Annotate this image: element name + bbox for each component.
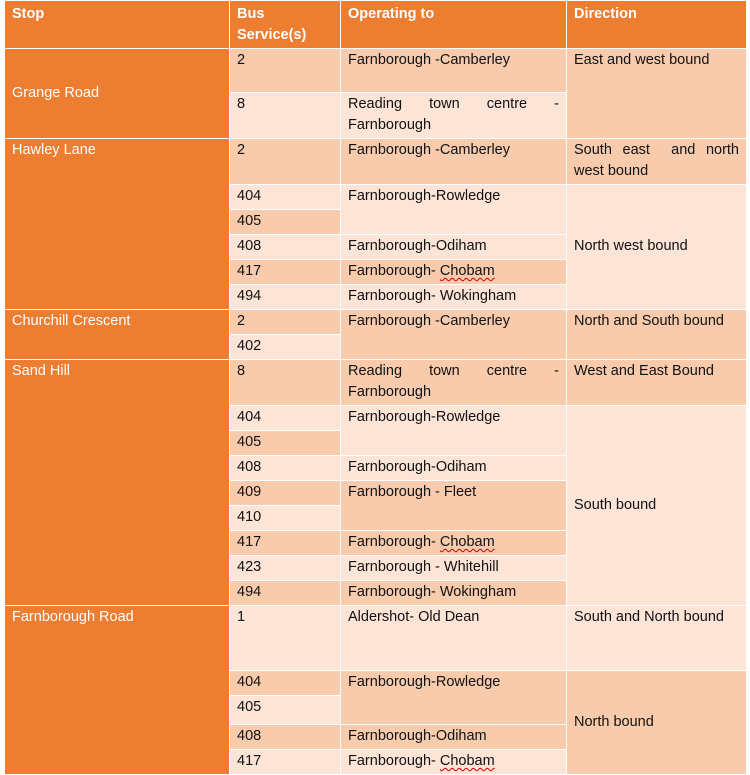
route-cell bbox=[341, 360, 567, 406]
service-cell: 2 bbox=[230, 49, 341, 93]
header-operating-to: Operating to bbox=[341, 1, 567, 49]
route-cell: Farnborough-Rowledge bbox=[341, 185, 567, 235]
service-cell: 417 bbox=[230, 750, 341, 775]
table-row bbox=[5, 360, 747, 406]
route-line: Farnborough bbox=[348, 384, 432, 400]
route-cell: Farnborough - Fleet bbox=[341, 481, 567, 531]
table-row bbox=[5, 49, 747, 93]
direction-cell: West and East Bound bbox=[567, 360, 747, 406]
service-cell: 8 bbox=[230, 360, 341, 406]
route-cell: Farnborough-Odiham bbox=[341, 456, 567, 481]
service-cell: 423 bbox=[230, 556, 341, 581]
route-cell bbox=[341, 93, 567, 139]
stop-grange-road: Grange Road bbox=[5, 49, 230, 139]
service-cell: 8 bbox=[230, 93, 341, 139]
direction-cell: North west bound bbox=[567, 185, 747, 310]
route-cell: Farnborough -Camberley bbox=[341, 310, 567, 360]
route-word: Chobam bbox=[439, 534, 495, 550]
service-cell: 494 bbox=[230, 581, 341, 606]
route-line: Reading town centre - bbox=[348, 363, 559, 379]
route-cell: Farnborough-Rowledge bbox=[341, 406, 567, 456]
route-word: Chobam bbox=[439, 263, 495, 279]
route-cell: Farnborough-Rowledge bbox=[341, 671, 567, 725]
route-cell bbox=[341, 750, 567, 775]
route-cell: Farnborough -Camberley bbox=[341, 139, 567, 185]
route-cell: Farnborough-Odiham bbox=[341, 235, 567, 260]
service-cell: 408 bbox=[230, 725, 341, 750]
header-bus-services: Bus Service(s) bbox=[230, 1, 341, 49]
service-cell: 417 bbox=[230, 531, 341, 556]
table-row bbox=[5, 606, 747, 671]
route-cell: Farnborough-Odiham bbox=[341, 725, 567, 750]
route-word: Chobam bbox=[439, 753, 495, 769]
service-cell: 404 bbox=[230, 671, 341, 696]
stop-farnborough-road: Farnborough Road bbox=[5, 606, 230, 775]
direction-cell: North bound bbox=[567, 671, 747, 775]
service-cell: 494 bbox=[230, 285, 341, 310]
service-cell: 405 bbox=[230, 696, 341, 725]
route-line: Reading town centre - bbox=[348, 96, 559, 112]
route-line: Farnborough bbox=[348, 117, 432, 133]
service-cell: 410 bbox=[230, 506, 341, 531]
table-row bbox=[5, 139, 747, 185]
service-cell: 404 bbox=[230, 406, 341, 431]
route-prefix: Farnborough- bbox=[348, 753, 440, 769]
service-cell: 2 bbox=[230, 310, 341, 335]
route-cell bbox=[341, 260, 567, 285]
service-cell: 405 bbox=[230, 210, 341, 235]
direction-cell: North and South bound bbox=[567, 310, 747, 360]
service-cell: 1 bbox=[230, 606, 341, 671]
route-cell bbox=[341, 531, 567, 556]
service-cell: 408 bbox=[230, 456, 341, 481]
direction-cell: South bound bbox=[567, 406, 747, 606]
route-cell: Aldershot- Old Dean bbox=[341, 606, 567, 671]
route-prefix: Farnborough- bbox=[348, 534, 440, 550]
table-row bbox=[5, 310, 747, 335]
stop-hawley-lane: Hawley Lane bbox=[5, 139, 230, 310]
service-cell: 417 bbox=[230, 260, 341, 285]
stop-sand-hill: Sand Hill bbox=[5, 360, 230, 606]
header-row bbox=[5, 1, 747, 49]
route-cell: Farnborough- Wokingham bbox=[341, 285, 567, 310]
service-cell: 408 bbox=[230, 235, 341, 260]
direction-cell: South east and north west bound bbox=[567, 139, 747, 185]
header-stop: Stop bbox=[5, 1, 230, 49]
service-cell: 402 bbox=[230, 335, 341, 360]
route-cell: Farnborough - Whitehill bbox=[341, 556, 567, 581]
stop-churchill-crescent: Churchill Crescent bbox=[5, 310, 230, 360]
service-cell: 404 bbox=[230, 185, 341, 210]
header-direction: Direction bbox=[567, 1, 747, 49]
bus-services-table bbox=[4, 0, 747, 775]
service-cell: 405 bbox=[230, 431, 341, 456]
route-prefix: Farnborough- bbox=[348, 263, 440, 279]
direction-cell: East and west bound bbox=[567, 49, 747, 139]
service-cell: 2 bbox=[230, 139, 341, 185]
service-cell: 409 bbox=[230, 481, 341, 506]
route-cell: Farnborough -Camberley bbox=[341, 49, 567, 93]
direction-cell: South and North bound bbox=[567, 606, 747, 671]
route-cell: Farnborough- Wokingham bbox=[341, 581, 567, 606]
